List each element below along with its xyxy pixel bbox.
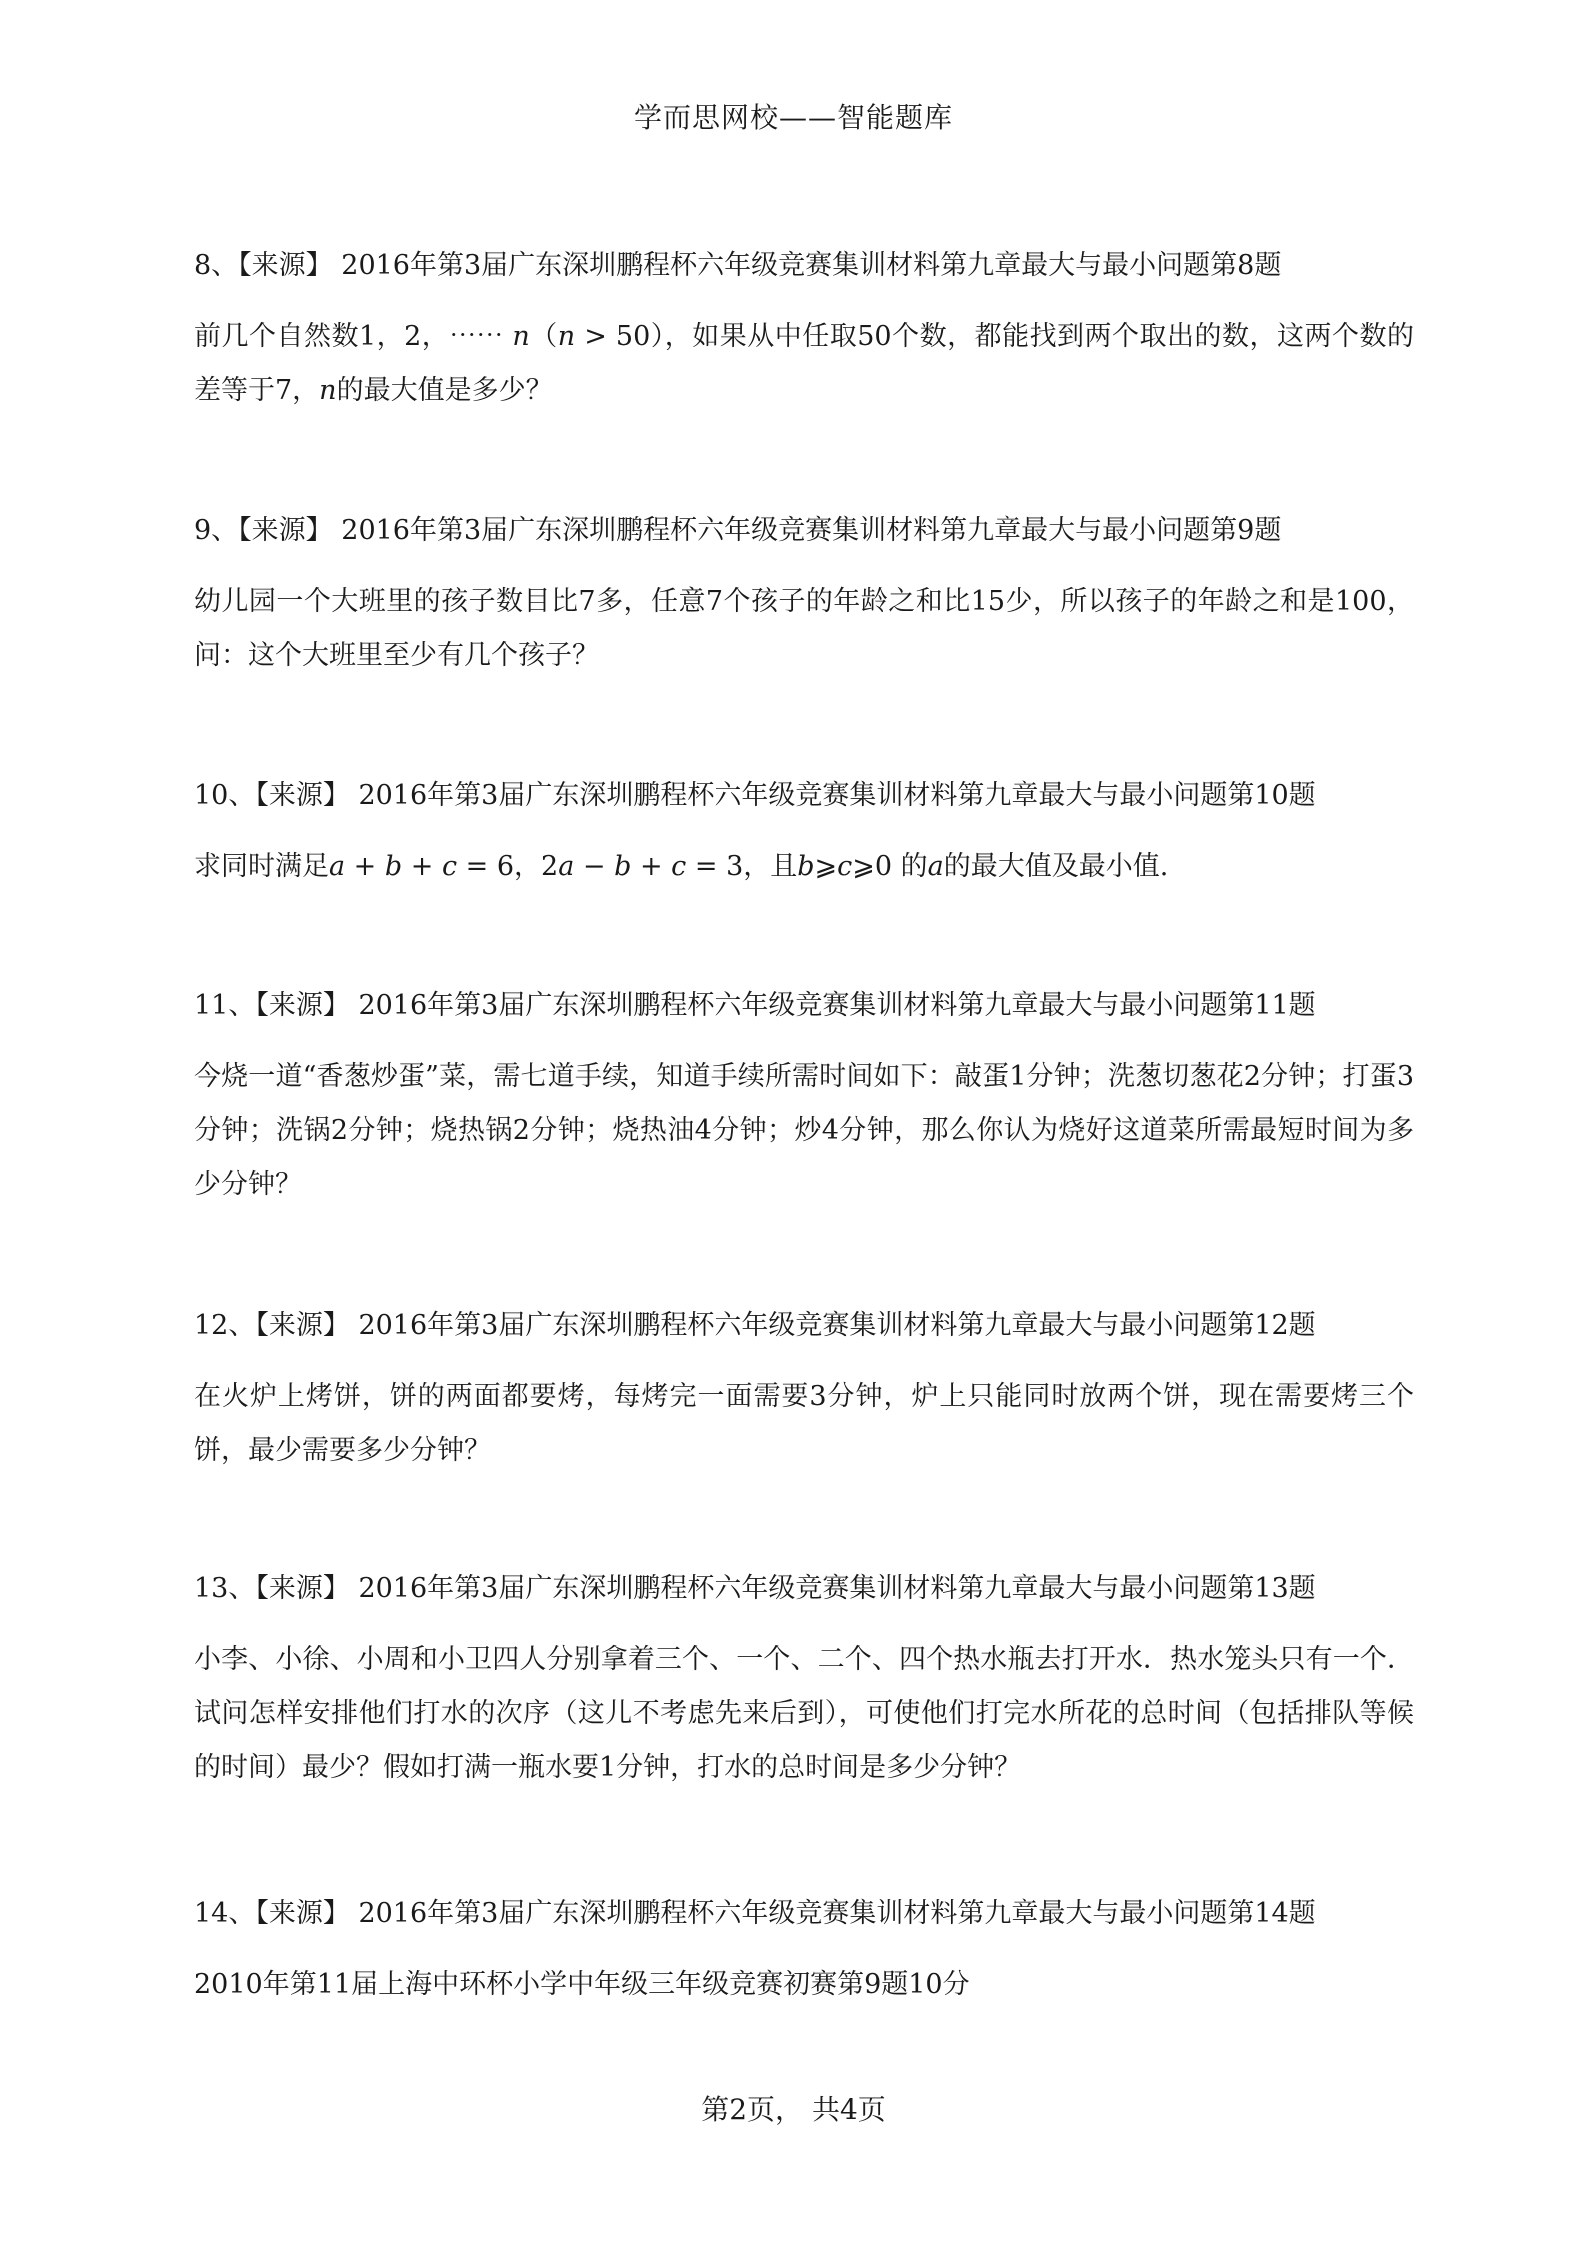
question-11 [194,986,1414,1306]
question-body: 小李、小徐、小周和小卫四人分别拿着三个、一个、二个、四个热水瓶去打开水．热水笼头只有一个．试问怎样安排他们打水的次序（这儿不考虑先来后到），可使他们打完水所花的总时间（包括排队等候的时间）最少？假如打满一瓶水要1分钟，打水的总时间是多少分钟？ [194,1644,1414,1783]
question-8 [194,246,1414,511]
page-number: 第2页， 共4页 [701,2093,886,2126]
question-13 [194,1569,1414,1894]
question-9 [194,511,1414,776]
question-10 [194,776,1414,986]
question-body: 求同时满足𝑎 + 𝑏 + 𝑐 = 6，2𝑎 − 𝑏 + 𝑐 = 3，且𝑏⩾𝑐⩾0 的𝑎的最大值及最小值. [194,851,1169,882]
question-source: 14、【来源】 2016年第3届广东深圳鹏程杯六年级竞赛集训材料第九章最大与最小问题第14题 [194,1898,1316,1929]
question-source: 13、【来源】 2016年第3届广东深圳鹏程杯六年级竞赛集训材料第九章最大与最小问题第13题 [194,1573,1316,1604]
question-list [194,246,1414,2012]
question-source: 12、【来源】 2016年第3届广东深圳鹏程杯六年级竞赛集训材料第九章最大与最小问题第12题 [194,1310,1316,1341]
question-source: 8、【来源】 2016年第3届广东深圳鹏程杯六年级竞赛集训材料第九章最大与最小问题第8题 [194,250,1282,281]
question-source: 9、【来源】 2016年第3届广东深圳鹏程杯六年级竞赛集训材料第九章最大与最小问题第9题 [194,515,1282,546]
question-body: 2010年第11届上海中环杯小学中年级三年级竞赛初赛第9题10分 [194,1969,970,2000]
question-source: 11、【来源】 2016年第3届广东深圳鹏程杯六年级竞赛集训材料第九章最大与最小问题第11题 [194,990,1316,1021]
question-body: 前几个自然数1，2，⋯⋯ 𝑛（𝑛 > 50），如果从中任取50个数，都能找到两个取出的数，这两个数的差等于7，𝑛的最大值是多少？ [194,321,1414,406]
question-body: 在火炉上烤饼，饼的两面都要烤，每烤完一面需要3分钟，炉上只能同时放两个饼，现在需要烤三个饼，最少需要多少分钟？ [194,1381,1414,1466]
page-header-title: 学而思网校——智能题库 [633,101,953,134]
question-12 [194,1306,1414,1569]
question-body: 幼儿园一个大班里的孩子数目比7多，任意7个孩子的年龄之和比15少，所以孩子的年龄之和是100，问：这个大班里至少有几个孩子？ [194,586,1414,671]
question-body: 今烧一道“香葱炒蛋”菜，需七道手续，知道手续所需时间如下：敲蛋1分钟；洗葱切葱花2分钟；打蛋3分钟；洗锅2分钟；烧热锅2分钟；烧热油4分钟；炒4分钟，那么你认为烧好这道菜所需最短时间为多少分钟？ [194,1061,1414,1200]
question-source: 10、【来源】 2016年第3届广东深圳鹏程杯六年级竞赛集训材料第九章最大与最小问题第10题 [194,780,1316,811]
question-14 [194,1894,1414,2012]
